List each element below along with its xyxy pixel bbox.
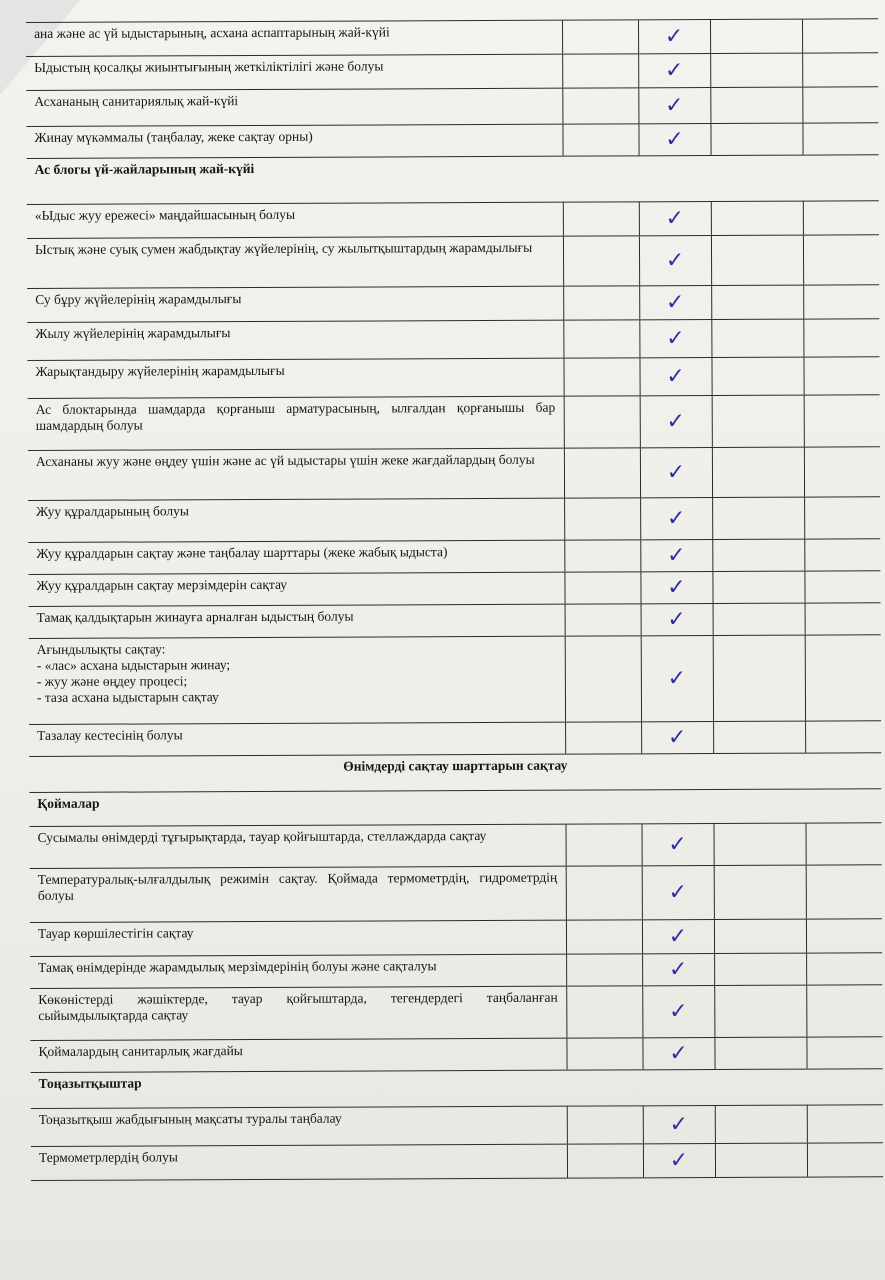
empty-cell — [713, 721, 805, 753]
check-cell-yes — [640, 448, 712, 498]
checklist-row — [30, 953, 882, 989]
checkmark-icon: ✓ — [668, 879, 688, 905]
empty-cell — [563, 202, 639, 236]
empty-cell — [711, 285, 803, 319]
empty-cell — [804, 539, 880, 571]
empty-cell — [565, 604, 641, 636]
check-cell-yes — [641, 604, 713, 636]
checkmark-icon: ✓ — [668, 923, 688, 949]
criterion-text: ана және ас үй ыдыстарының, асхана аспаптарының жай-күйі — [26, 20, 562, 56]
checkmark-icon: ✓ — [665, 92, 684, 118]
checkmark-icon: ✓ — [664, 23, 684, 49]
empty-cell — [567, 1106, 643, 1144]
empty-cell — [804, 447, 880, 497]
checklist-row — [26, 87, 878, 127]
empty-cell — [806, 1037, 882, 1069]
empty-cell — [567, 1144, 643, 1178]
criterion-text: Жуу құралдарының болуы — [28, 498, 564, 542]
criterion-text: Жинау мүкәммалы (таңбалау, жеке сақтау орны) — [26, 124, 562, 158]
checklist-row — [26, 123, 878, 159]
criterion-text: Қоймалардың санитарлық жағдайы — [30, 1038, 566, 1072]
empty-cell — [714, 823, 806, 865]
empty-cell — [712, 447, 804, 497]
checklist-row — [29, 635, 881, 725]
empty-cell — [715, 1143, 807, 1177]
empty-cell — [562, 54, 638, 88]
empty-cell — [564, 396, 640, 448]
check-cell-yes — [638, 20, 710, 54]
empty-cell — [566, 920, 642, 954]
empty-cell — [806, 953, 882, 985]
checklist-row — [28, 571, 880, 607]
checkmark-icon: ✓ — [666, 459, 686, 485]
empty-cell — [710, 53, 802, 87]
checklist-row — [27, 319, 879, 361]
criterion-text: Асхананы жуу және өңдеу үшін және ас үй ыдыстары үшін жеке жағдайлардың болуы — [28, 448, 564, 500]
checkmark-icon: ✓ — [666, 505, 686, 531]
check-cell-yes — [641, 636, 713, 722]
checklist-row — [27, 357, 879, 399]
checklist-row — [26, 53, 878, 91]
criterion-text: Тазалау кестесінің болуы — [29, 722, 565, 756]
checklist-row — [28, 539, 880, 575]
empty-cell — [805, 603, 881, 635]
empty-cell — [565, 722, 641, 754]
checkmark-icon: ✓ — [667, 724, 687, 750]
section-row — [29, 789, 881, 827]
empty-cell — [710, 87, 802, 123]
checklist-row — [27, 235, 879, 289]
checkmark-icon: ✓ — [666, 408, 686, 434]
empty-cell — [802, 87, 878, 123]
check-cell-yes — [643, 1144, 715, 1178]
checkmark-icon: ✓ — [667, 542, 686, 568]
empty-cell — [803, 235, 879, 285]
empty-cell — [563, 236, 639, 286]
check-cell-yes — [642, 986, 714, 1038]
empty-cell — [710, 123, 802, 155]
checklist-table — [26, 18, 883, 1181]
checkmark-icon: ✓ — [667, 606, 686, 632]
checkmark-icon: ✓ — [665, 247, 685, 273]
checklist-row — [27, 285, 879, 323]
check-cell-yes — [639, 320, 711, 358]
checkmark-icon: ✓ — [669, 1147, 689, 1173]
criterion-text: Асхананың санитариялық жай-күйі — [26, 88, 562, 126]
empty-cell — [803, 319, 879, 357]
checklist-row — [28, 447, 880, 501]
check-cell-yes — [638, 54, 710, 88]
empty-cell — [710, 19, 802, 53]
criterion-text: Жарықтандыру жүйелерінің жарамдылығы — [27, 358, 563, 398]
empty-cell — [804, 497, 880, 539]
empty-cell — [714, 1037, 806, 1069]
criterion-text: Тауар көршілестігін сақтау — [30, 920, 566, 956]
empty-cell — [563, 358, 639, 396]
empty-cell — [562, 20, 638, 54]
check-cell-yes — [642, 1038, 714, 1070]
checklist-row — [30, 985, 882, 1041]
empty-cell — [566, 824, 642, 866]
empty-cell — [713, 603, 805, 635]
checklist-row — [30, 865, 882, 923]
empty-cell — [562, 124, 638, 156]
check-cell-yes — [643, 1106, 715, 1144]
checkmark-icon: ✓ — [668, 831, 687, 857]
checkmark-icon: ✓ — [669, 1111, 689, 1137]
empty-cell — [566, 954, 642, 986]
empty-cell — [714, 919, 806, 953]
empty-cell — [713, 635, 805, 721]
empty-cell — [563, 320, 639, 358]
checklist-row — [27, 201, 879, 239]
empty-cell — [711, 235, 803, 285]
checkmark-icon: ✓ — [664, 57, 684, 83]
criterion-text: Сусымалы өнімдерді тұғырықтарда, тауар қойғыштарда, стеллаждарда сақтау — [30, 824, 566, 868]
empty-cell — [712, 571, 804, 603]
checklist-row — [30, 823, 882, 869]
empty-cell — [803, 357, 879, 395]
check-cell-yes — [638, 88, 710, 124]
criterion-text: Жуу құралдарын сақтау мерзімдерін сақтау — [28, 572, 564, 606]
section-row — [27, 155, 879, 205]
section-row — [29, 753, 881, 793]
check-cell-yes — [642, 954, 714, 986]
criterion-text: Көкөністерді жәшіктерде, тауар қойғыштарда, тегендердегі таңбаланған сыйымдылықтарда сақтау — [30, 986, 566, 1040]
empty-cell — [712, 539, 804, 571]
empty-cell — [714, 865, 806, 919]
check-cell-yes — [640, 396, 712, 448]
check-cell-yes — [640, 572, 712, 604]
check-cell-yes — [640, 540, 712, 572]
checklist-row — [30, 919, 882, 957]
empty-cell — [802, 19, 878, 53]
empty-cell — [712, 395, 804, 447]
check-cell-yes — [639, 358, 711, 396]
empty-cell — [563, 286, 639, 320]
empty-cell — [803, 201, 879, 235]
criterion-text: «Ыдыс жуу ережесі» маңдайшасының болуы — [27, 202, 563, 238]
empty-cell — [806, 919, 882, 953]
checklist-row — [28, 395, 880, 451]
check-cell-yes — [642, 866, 714, 920]
checkmark-icon: ✓ — [666, 363, 685, 389]
empty-cell — [807, 1105, 883, 1143]
check-cell-yes — [638, 124, 710, 156]
section-heading: Өнімдерді сақтау шарттарын сақтау — [29, 753, 881, 793]
empty-cell — [805, 635, 881, 721]
empty-cell — [566, 1038, 642, 1070]
criterion-text: Ыстық және суық сумен жабдықтау жүйелерінің, су жылытқыштардың жарамдылығы — [27, 236, 563, 288]
checkmark-icon: ✓ — [669, 998, 688, 1024]
checkmark-icon: ✓ — [667, 665, 687, 691]
empty-cell — [714, 985, 806, 1037]
criterion-text: Тоңазытқыш жабдығының мақсаты туралы таңбалау — [31, 1106, 567, 1146]
empty-cell — [711, 357, 803, 395]
checklist-row — [28, 497, 880, 543]
checkmark-icon: ✓ — [668, 956, 688, 982]
checkmark-icon: ✓ — [665, 205, 685, 231]
empty-cell — [804, 571, 880, 603]
empty-cell — [803, 285, 879, 319]
check-cell-yes — [641, 722, 713, 754]
checklist-row — [31, 1105, 883, 1147]
empty-cell — [715, 1105, 807, 1143]
check-cell-yes — [642, 920, 714, 954]
checklist-row — [30, 1037, 882, 1073]
empty-cell — [565, 636, 641, 722]
empty-cell — [711, 319, 803, 357]
empty-cell — [806, 823, 882, 865]
empty-cell — [564, 572, 640, 604]
empty-cell — [804, 395, 880, 447]
check-cell-yes — [640, 498, 712, 540]
empty-cell — [806, 985, 882, 1037]
criterion-text: Ыдыстың қосалқы жиынтығының жеткіліктілігі және болуы — [26, 54, 562, 90]
criterion-text: Жуу құралдарын сақтау және таңбалау шарттары (жеке жабық ыдыста) — [28, 540, 564, 574]
check-cell-yes — [639, 236, 711, 286]
empty-cell — [566, 986, 642, 1038]
criterion-text: Ас блоктарында шамдарда қорғаныш арматурасының, ылғалдан қорғанышы бар шамдардың болуы — [28, 396, 564, 450]
criterion-text: Жылу жүйелерінің жарамдылығы — [27, 320, 563, 360]
empty-cell — [711, 201, 803, 235]
criterion-text: Тамақ қалдықтарын жинауға арналған ыдыстың болуы — [29, 604, 565, 638]
criterion-text: Ағындылықты сақтау: - «лас» асхана ыдыстарын жинау; - жуу және өңдеу процесі; - таза асхана ыдыстарын сақтау — [29, 636, 565, 724]
checklist-row — [29, 603, 881, 639]
empty-cell — [566, 866, 642, 920]
checkmark-icon: ✓ — [667, 574, 686, 600]
checklist-row — [26, 19, 878, 57]
criterion-text: Температуралық-ылғалдылық режимін сақтау. Қоймада термометрдің, гидрометрдің болуы — [30, 866, 566, 922]
criterion-text: Су бұру жүйелерінің жарамдылығы — [27, 286, 563, 322]
checklist-row — [29, 721, 881, 757]
section-heading: Тоңазытқыштар — [31, 1069, 883, 1109]
empty-cell — [564, 540, 640, 572]
empty-cell — [712, 497, 804, 539]
section-heading: Қоймалар — [29, 789, 881, 827]
checkmark-icon: ✓ — [669, 1040, 688, 1066]
checkmark-icon: ✓ — [666, 325, 685, 351]
check-cell-yes — [642, 824, 714, 866]
section-heading: Ас блогы үй-жайларының жай-күйі — [27, 155, 879, 205]
empty-cell — [714, 953, 806, 985]
check-cell-yes — [639, 202, 711, 236]
checkmark-icon: ✓ — [665, 126, 684, 152]
empty-cell — [564, 448, 640, 498]
empty-cell — [562, 88, 638, 124]
empty-cell — [806, 865, 882, 919]
criterion-text: Термометрлердің болуы — [31, 1144, 567, 1180]
empty-cell — [802, 53, 878, 87]
section-row — [31, 1069, 883, 1109]
checkmark-icon: ✓ — [665, 289, 685, 315]
empty-cell — [802, 123, 878, 155]
check-cell-yes — [639, 286, 711, 320]
empty-cell — [564, 498, 640, 540]
empty-cell — [807, 1143, 883, 1177]
criterion-text: Тамақ өнімдерінде жарамдылық мерзімдерінің болуы және сақталуы — [30, 954, 566, 988]
empty-cell — [805, 721, 881, 753]
checklist-row — [31, 1143, 883, 1181]
